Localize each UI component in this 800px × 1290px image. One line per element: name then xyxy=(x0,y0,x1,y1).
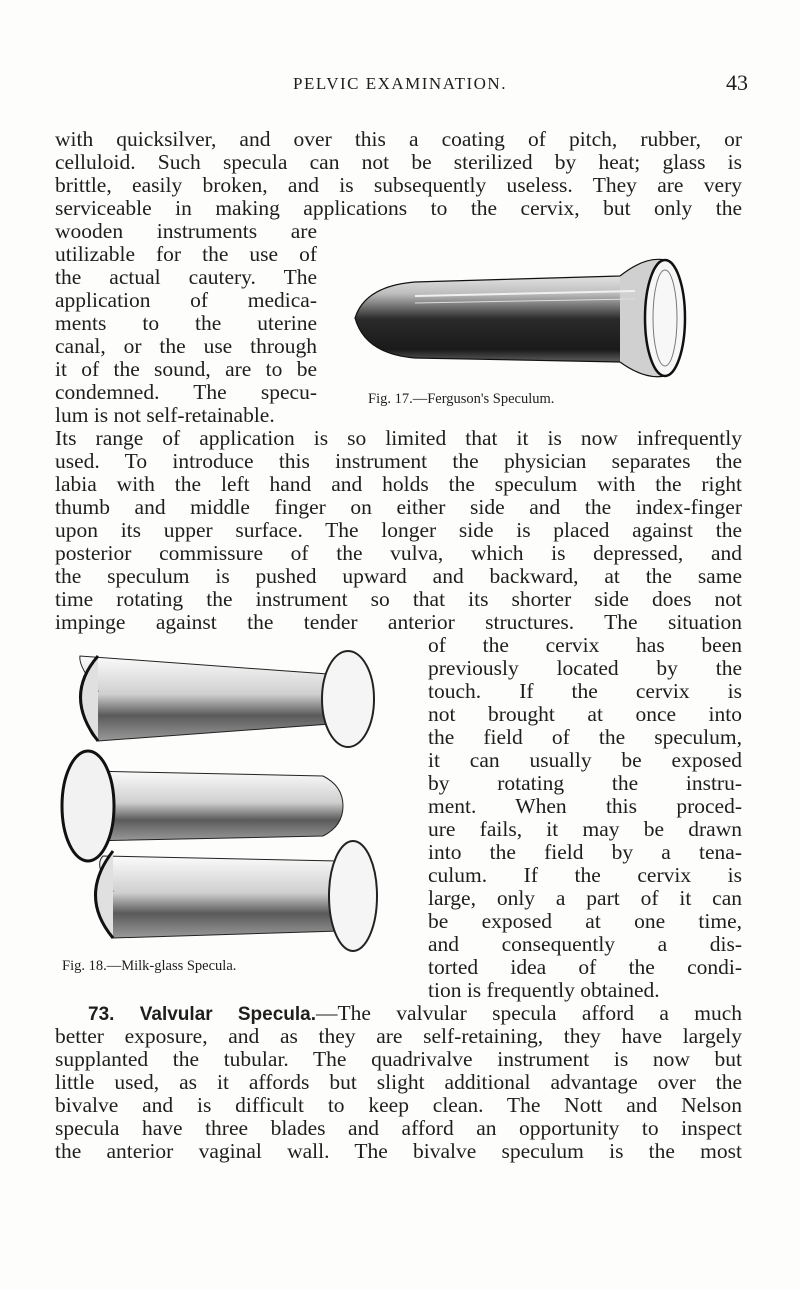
text-line: the speculum is pushed upward and backward, at the same xyxy=(55,564,742,588)
text-line: better exposure, and as they are self-retaining, they have largely xyxy=(55,1024,742,1048)
figure-caption: Fig. 17.—Ferguson's Speculum. xyxy=(368,391,555,407)
text-line: by rotating the instru- xyxy=(428,771,742,795)
text-line: lum is not self-retainable. xyxy=(55,403,275,427)
text-line: ure fails, it may be drawn xyxy=(428,817,742,841)
ferguson-speculum-figure xyxy=(335,258,735,378)
text-line: specula have three blades and afford an opportunity to inspect xyxy=(55,1116,742,1140)
text-line: condemned. The specu- xyxy=(55,380,317,404)
text-line: tion is frequently obtained. xyxy=(428,978,660,1002)
section-heading-line xyxy=(88,1001,742,1025)
text-line: time rotating the instrument so that its shorter side does not xyxy=(55,587,742,611)
text-line: thumb and middle finger on either side and the index-finger xyxy=(55,495,742,519)
text-line: it of the sound, are to be xyxy=(55,357,317,381)
text-line: it can usually be exposed xyxy=(428,748,742,772)
text-line: into the field by a tena- xyxy=(428,840,742,864)
text-line: canal, or the use through xyxy=(55,334,317,358)
text-line: touch. If the cervix is xyxy=(428,679,742,703)
text-line: brittle, easily broken, and is subsequently useless. They are very xyxy=(55,173,742,197)
text-line: not brought at once into xyxy=(428,702,742,726)
text-line: previously located by the xyxy=(428,656,742,680)
text-line: wooden instruments are xyxy=(55,219,317,243)
page-number: 43 xyxy=(726,70,748,95)
text-line: ment. When this proced- xyxy=(428,794,742,818)
text-line: and consequently a dis- xyxy=(428,932,742,956)
page-header xyxy=(0,70,800,100)
text-line: be exposed at one time, xyxy=(428,909,742,933)
section-number: 73. xyxy=(88,1004,115,1025)
text-line: impinge against the tender anterior structures. The situation xyxy=(55,610,742,634)
text-line: celluloid. Such specula can not be sterilized by heat; glass is xyxy=(55,150,742,174)
text-line: ments to the uterine xyxy=(55,311,317,335)
text-line: Its range of application is so limited that it is now infrequently xyxy=(55,426,742,450)
text-line: the field of the speculum, xyxy=(428,725,742,749)
milk-glass-specula-figure xyxy=(58,646,398,958)
text-line: of the cervix has been xyxy=(428,633,742,657)
running-title: PELVIC EXAMINATION. xyxy=(293,74,507,93)
text-line: torted idea of the condi- xyxy=(428,955,742,979)
text-line: the actual cautery. The xyxy=(55,265,317,289)
figure-caption: Fig. 18.—Milk-glass Specula. xyxy=(62,958,237,974)
text-line: little used, as it affords but slight additional advantage over the xyxy=(55,1070,742,1094)
text-line: serviceable in making applications to the cervix, but only the xyxy=(55,196,742,220)
text-line: application of medica- xyxy=(55,288,317,312)
text-line: posterior commissure of the vulva, which is depressed, and xyxy=(55,541,742,565)
text-line: labia with the left hand and holds the speculum with the right xyxy=(55,472,742,496)
text-line: utilizable for the use of xyxy=(55,242,317,266)
text-line: supplanted the tubular. The quadrivalve instrument is now but xyxy=(55,1047,742,1071)
text-line: the anterior vaginal wall. The bivalve speculum is the most xyxy=(55,1139,742,1163)
section-title: Valvular Specula. xyxy=(139,1004,317,1025)
text-line: with quicksilver, and over this a coating of pitch, rubber, or xyxy=(55,127,742,151)
text-line: culum. If the cervix is xyxy=(428,863,742,887)
text-line: large, only a part of it can xyxy=(428,886,742,910)
text-line: used. To introduce this instrument the physician separates the xyxy=(55,449,742,473)
text-line: bivalve and is difficult to keep clean. The Nott and Nelson xyxy=(55,1093,742,1117)
text-line: upon its upper surface. The longer side is placed against the xyxy=(55,518,742,542)
section-text: —The valvular specula afford a much xyxy=(316,1001,743,1025)
